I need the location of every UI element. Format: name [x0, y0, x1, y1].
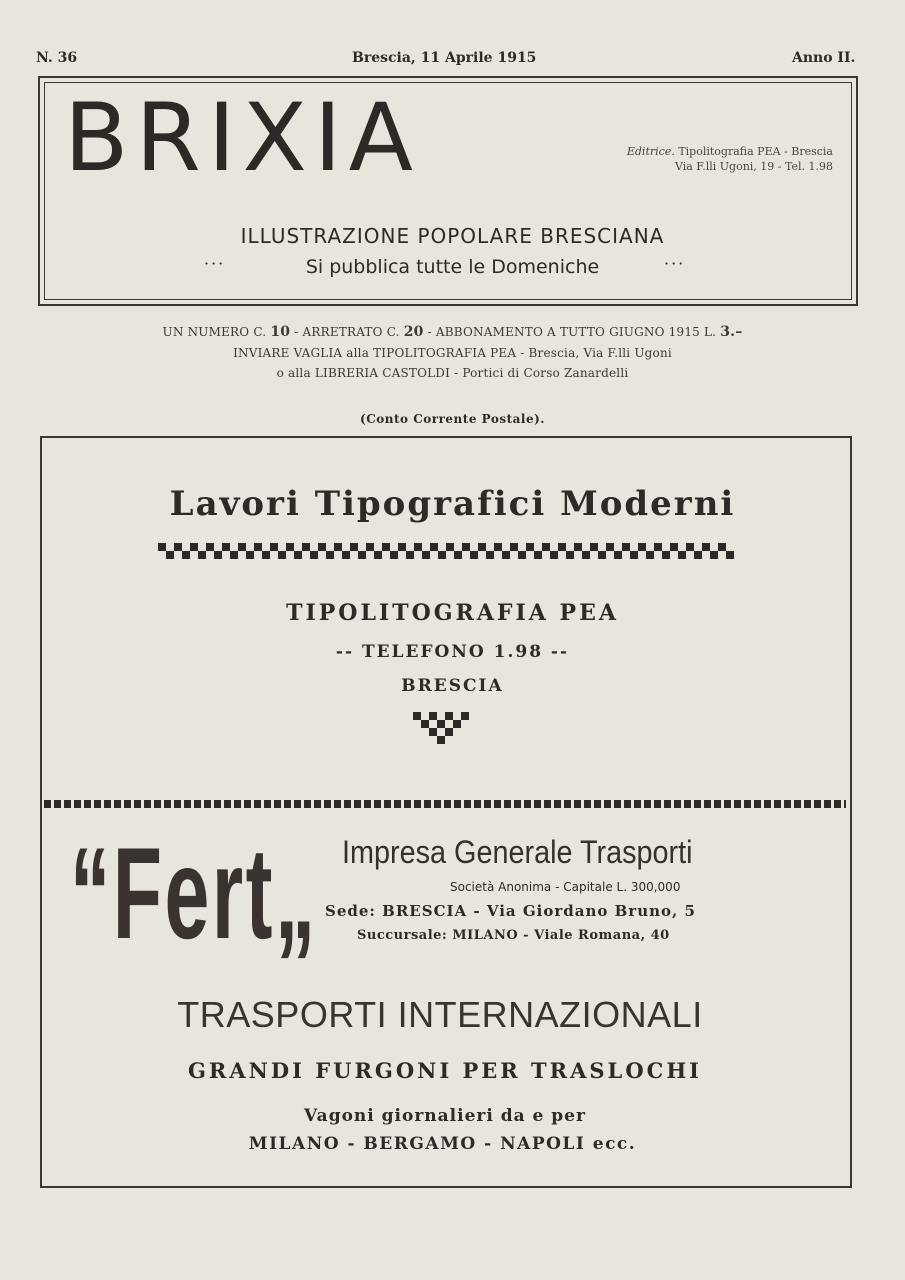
checker-column	[470, 543, 478, 559]
checker-column	[534, 543, 542, 559]
checker-column	[670, 543, 678, 559]
checker-column	[158, 543, 166, 559]
checker-column	[166, 543, 174, 559]
checker-column	[350, 543, 358, 559]
checker-column	[542, 543, 550, 559]
checker-column	[654, 543, 662, 559]
issue-number: N. 36	[36, 50, 78, 66]
checker-column	[438, 543, 446, 559]
pricing-line	[0, 324, 905, 340]
checker-column	[342, 543, 350, 559]
dotted-divider	[44, 800, 846, 808]
ornament-row	[413, 728, 469, 736]
checker-column	[406, 543, 414, 559]
checker-ornament	[158, 543, 734, 559]
checker-column	[254, 543, 262, 559]
price-single: 10	[270, 324, 291, 340]
publisher-info: Editrice. Tipolitografia PEA - Brescia Via F.lli Ugoni, 19 - Tel. 1.98	[626, 145, 833, 173]
checker-column	[414, 543, 422, 559]
checker-column	[630, 543, 638, 559]
checker-column	[430, 543, 438, 559]
checker-column	[390, 543, 398, 559]
checker-column	[198, 543, 206, 559]
checker-column	[422, 543, 430, 559]
checker-column	[582, 543, 590, 559]
checker-column	[622, 543, 630, 559]
ad-tipografia-city: BRESCIA	[401, 676, 504, 696]
checker-column	[454, 543, 462, 559]
checker-column	[614, 543, 622, 559]
checker-column	[262, 543, 270, 559]
checker-column	[606, 543, 614, 559]
checker-column	[246, 543, 254, 559]
ornament-row	[413, 736, 469, 744]
checker-column	[574, 543, 582, 559]
ornament-row	[413, 712, 469, 720]
checker-column	[518, 543, 526, 559]
checker-column	[446, 543, 454, 559]
fert-vans: GRANDI FURGONI PER TRASLOCHI	[188, 1058, 702, 1083]
fert-wagons: Vagoni giornalieri da e per	[304, 1106, 586, 1126]
checker-column	[486, 543, 494, 559]
fert-branch: Succursale: MILANO - Viale Romana, 40	[357, 928, 670, 943]
issue-date: Brescia, 11 Aprile 1915	[352, 50, 537, 66]
checker-column	[278, 543, 286, 559]
triangle-ornament	[413, 712, 469, 744]
checker-column	[326, 543, 334, 559]
checker-column	[462, 543, 470, 559]
checker-column	[358, 543, 366, 559]
checker-column	[318, 543, 326, 559]
checker-column	[270, 543, 278, 559]
checker-column	[718, 543, 726, 559]
publisher-name: Tipolitografia PEA - Brescia	[678, 145, 833, 158]
checker-column	[638, 543, 646, 559]
bookshop-address: o alla LIBRERIA CASTOLDI - Portici di Corso Zanardelli	[276, 366, 629, 380]
checker-column	[598, 543, 606, 559]
checker-column	[214, 543, 222, 559]
checker-column	[294, 543, 302, 559]
subscription-price: 3.–	[720, 324, 743, 340]
checker-column	[710, 543, 718, 559]
checker-column	[662, 543, 670, 559]
checker-column	[646, 543, 654, 559]
checker-column	[678, 543, 686, 559]
checker-column	[694, 543, 702, 559]
checker-column	[190, 543, 198, 559]
checker-column	[230, 543, 238, 559]
checker-column	[478, 543, 486, 559]
fert-heading: Impresa Generale Trasporti	[342, 834, 693, 870]
fert-international: TRASPORTI INTERNAZIONALI	[177, 994, 703, 1035]
checker-column	[686, 543, 694, 559]
checker-column	[398, 543, 406, 559]
payment-instructions: INVIARE VAGLIA alla TIPOLITOGRAFIA PEA - Brescia, Via F.lli Ugoni	[233, 346, 672, 360]
publisher-label: Editrice	[626, 145, 672, 158]
checker-column	[174, 543, 182, 559]
checker-column	[302, 543, 310, 559]
checker-column	[726, 543, 734, 559]
ad-tipografia-title: Lavori Tipografici Moderni	[169, 484, 736, 524]
masthead-subtitle: ILLUSTRAZIONE POPOLARE BRESCIANA	[240, 224, 665, 248]
checker-column	[286, 543, 294, 559]
publisher-address: Via F.lli Ugoni, 19 - Tel. 1.98	[674, 160, 833, 173]
checker-column	[502, 543, 510, 559]
postal-account: (Conto Corrente Postale).	[360, 412, 545, 426]
checker-column	[550, 543, 558, 559]
checker-column	[182, 543, 190, 559]
publication-schedule: Si pubblica tutte le Domeniche	[305, 256, 600, 278]
checker-column	[494, 543, 502, 559]
fert-company: Società Anonima - Capitale L. 300,000	[450, 880, 681, 894]
ad-tipografia-name: TIPOLITOGRAFIA PEA	[286, 600, 619, 626]
checker-column	[366, 543, 374, 559]
ornament-dots-right: ···	[664, 254, 686, 273]
checker-column	[526, 543, 534, 559]
subscription-label: - ABBONAMENTO A TUTTO GIUGNO 1915 L.	[427, 325, 717, 339]
checker-column	[382, 543, 390, 559]
ad-tipografia-telephone: -- TELEFONO 1.98 --	[335, 642, 570, 662]
checker-column	[238, 543, 246, 559]
checker-column	[206, 543, 214, 559]
checker-column	[558, 543, 566, 559]
checker-column	[374, 543, 382, 559]
checker-column	[222, 543, 230, 559]
fert-headquarters: Sede: BRESCIA - Via Giordano Bruno, 5	[325, 902, 696, 920]
ornament-dots-left: ···	[204, 254, 226, 273]
price-back-label: - ARRETRATO C.	[294, 325, 400, 339]
checker-column	[510, 543, 518, 559]
ornament-row	[413, 720, 469, 728]
fert-brand: “Fert„	[70, 820, 318, 966]
checker-column	[334, 543, 342, 559]
issue-year: Anno II.	[792, 50, 856, 66]
price-back: 20	[403, 324, 424, 340]
masthead-title: BRIXIA	[64, 84, 420, 193]
fert-cities: MILANO - BERGAMO - NAPOLI ecc.	[248, 1134, 637, 1154]
checker-column	[310, 543, 318, 559]
checker-column	[590, 543, 598, 559]
price-single-label: UN NUMERO C.	[162, 325, 267, 339]
checker-column	[566, 543, 574, 559]
checker-column	[702, 543, 710, 559]
